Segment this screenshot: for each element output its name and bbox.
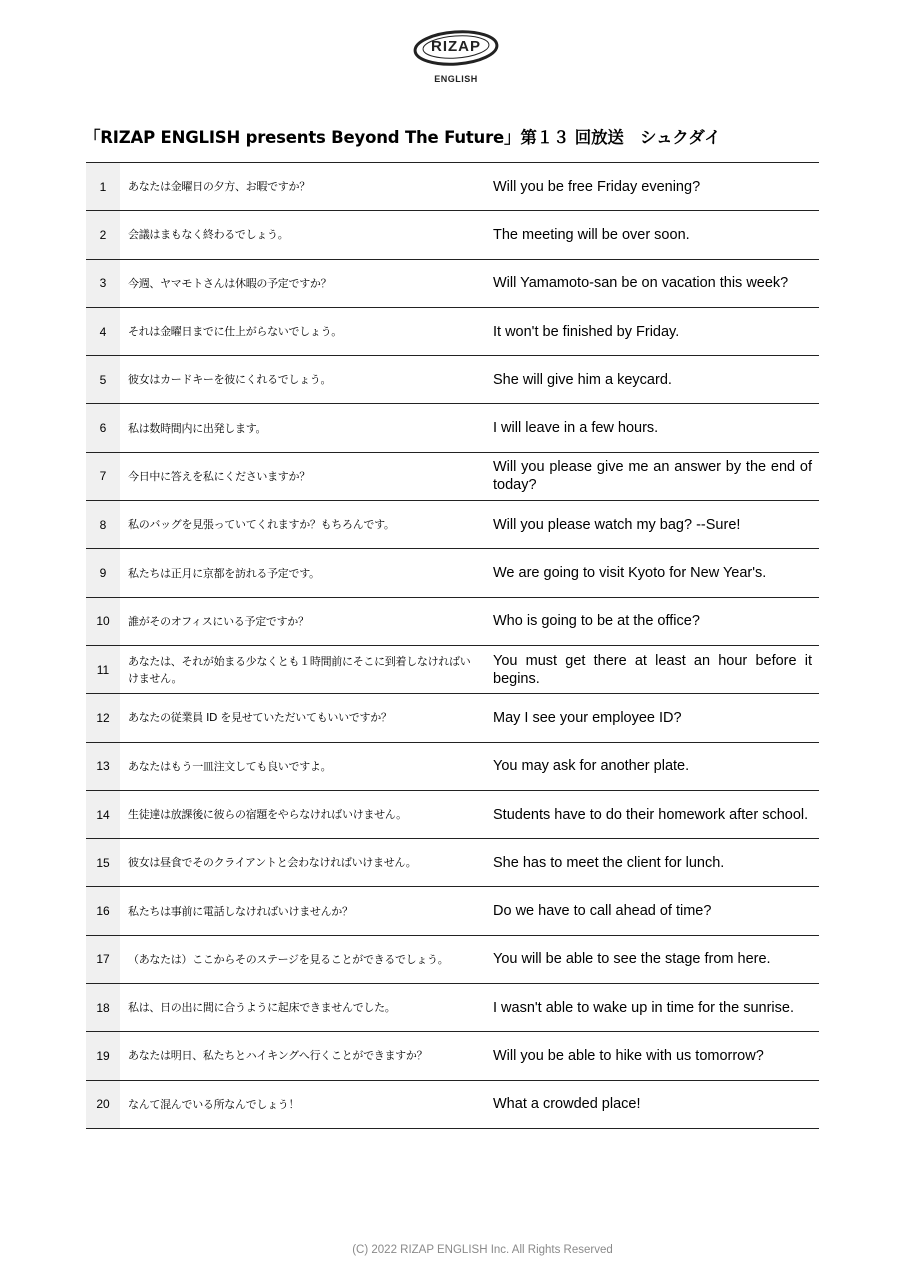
japanese-sentence: あなたは明日、私たちとハイキングへ行くことができますか？ bbox=[120, 1032, 484, 1080]
english-sentence: You will be able to see the stage from here. bbox=[484, 935, 819, 983]
english-sentence: I will leave in a few hours. bbox=[484, 404, 819, 452]
table-row bbox=[86, 935, 819, 983]
row-number: 2 bbox=[86, 211, 120, 259]
english-sentence: What a crowded place! bbox=[484, 1080, 819, 1128]
table-row bbox=[86, 1080, 819, 1128]
row-number: 6 bbox=[86, 404, 120, 452]
japanese-sentence: 私たちは正月に京都を訪れる予定です。 bbox=[120, 549, 484, 597]
row-number: 16 bbox=[86, 887, 120, 935]
homework-table bbox=[86, 162, 819, 1129]
english-sentence: May I see your employee ID? bbox=[484, 694, 819, 742]
japanese-sentence: 誰がそのオフィスにいる予定ですか？ bbox=[120, 597, 484, 645]
row-number: 13 bbox=[86, 742, 120, 790]
english-sentence: You may ask for another plate. bbox=[484, 742, 819, 790]
english-sentence: She will give him a keycard. bbox=[484, 356, 819, 404]
english-sentence: You must get there at least an hour before it begins. bbox=[484, 645, 819, 693]
japanese-sentence: 私たちは事前に電話しなければいけませんか？ bbox=[120, 887, 484, 935]
row-number: 15 bbox=[86, 839, 120, 887]
english-sentence: Who is going to be at the office? bbox=[484, 597, 819, 645]
table-row bbox=[86, 694, 819, 742]
japanese-sentence: 今週、ヤマモトさんは休暇の予定ですか？ bbox=[120, 259, 484, 307]
logo-subtitle: ENGLISH bbox=[434, 74, 478, 84]
table-row bbox=[86, 597, 819, 645]
japanese-sentence: あなたはもう一皿注文しても良いですよ。 bbox=[120, 742, 484, 790]
row-number: 3 bbox=[86, 259, 120, 307]
table-row bbox=[86, 887, 819, 935]
japanese-sentence: あなたは、それが始まる少なくとも１時間前にそこに到着しなければいけません。 bbox=[120, 645, 484, 693]
row-number: 17 bbox=[86, 935, 120, 983]
row-number: 8 bbox=[86, 501, 120, 549]
row-number: 12 bbox=[86, 694, 120, 742]
english-sentence: Will you please watch my bag? --Sure! bbox=[484, 501, 819, 549]
japanese-sentence: それは金曜日までに仕上がらないでしょう。 bbox=[120, 307, 484, 355]
japanese-sentence: 私は、日の出に間に合うように起床できませんでした。 bbox=[120, 984, 484, 1032]
japanese-sentence: なんて混んでいる所なんでしょう！ bbox=[120, 1080, 484, 1128]
japanese-sentence: 生徒達は放課後に彼らの宿題をやらなければいけません。 bbox=[120, 790, 484, 838]
row-number: 18 bbox=[86, 984, 120, 1032]
english-sentence: Will you be able to hike with us tomorrow? bbox=[484, 1032, 819, 1080]
english-sentence: It won't be finished by Friday. bbox=[484, 307, 819, 355]
japanese-sentence: 今日中に答えを私にくださいますか？ bbox=[120, 452, 484, 500]
row-number: 14 bbox=[86, 790, 120, 838]
japanese-sentence: 彼女はカードキーを彼にくれるでしょう。 bbox=[120, 356, 484, 404]
table-row bbox=[86, 404, 819, 452]
row-number: 19 bbox=[86, 1032, 120, 1080]
table-row bbox=[86, 742, 819, 790]
row-number: 10 bbox=[86, 597, 120, 645]
table-row bbox=[86, 501, 819, 549]
english-sentence: Will Yamamoto-san be on vacation this week? bbox=[484, 259, 819, 307]
japanese-sentence: 私は数時間内に出発します。 bbox=[120, 404, 484, 452]
row-number: 9 bbox=[86, 549, 120, 597]
japanese-sentence: （あなたは）ここからそのステージを見ることができるでしょう。 bbox=[120, 935, 484, 983]
english-sentence: Students have to do their homework after school. bbox=[484, 790, 819, 838]
table-row bbox=[86, 839, 819, 887]
page-title: 「RIZAP ENGLISH presents Beyond The Future」第１３ 回放送 シュクダイ bbox=[84, 128, 721, 147]
rizap-english-logo bbox=[411, 27, 501, 87]
japanese-sentence: 会議はまもなく終わるでしょう。 bbox=[120, 211, 484, 259]
row-number: 7 bbox=[86, 452, 120, 500]
table-row bbox=[86, 259, 819, 307]
table-row bbox=[86, 984, 819, 1032]
japanese-sentence: 彼女は昼食でそのクライアントと会わなければいけません。 bbox=[120, 839, 484, 887]
english-sentence: The meeting will be over soon. bbox=[484, 211, 819, 259]
table-row bbox=[86, 211, 819, 259]
japanese-sentence: 私のバッグを見張っていてくれますか？もちろんです。 bbox=[120, 501, 484, 549]
english-sentence: Do we have to call ahead of time? bbox=[484, 887, 819, 935]
table-row bbox=[86, 790, 819, 838]
english-sentence: I wasn't able to wake up in time for the sunrise. bbox=[484, 984, 819, 1032]
english-sentence: Will you please give me an answer by the end of today? bbox=[484, 452, 819, 500]
row-number: 11 bbox=[86, 645, 120, 693]
japanese-sentence: あなたの従業員 ID を見せていただいてもいいですか？ bbox=[120, 694, 484, 742]
table-row bbox=[86, 549, 819, 597]
row-number: 1 bbox=[86, 163, 120, 211]
copyright-footer: (C) 2022 RIZAP ENGLISH Inc. All Rights Reserved bbox=[352, 1244, 613, 1256]
japanese-sentence: あなたは金曜日の夕方、お暇ですか？ bbox=[120, 163, 484, 211]
table-row bbox=[86, 356, 819, 404]
table-row bbox=[86, 452, 819, 500]
row-number: 4 bbox=[86, 307, 120, 355]
table-row bbox=[86, 645, 819, 693]
row-number: 20 bbox=[86, 1080, 120, 1128]
english-sentence: Will you be free Friday evening? bbox=[484, 163, 819, 211]
english-sentence: She has to meet the client for lunch. bbox=[484, 839, 819, 887]
table-row bbox=[86, 307, 819, 355]
table-row bbox=[86, 1032, 819, 1080]
english-sentence: We are going to visit Kyoto for New Year's. bbox=[484, 549, 819, 597]
table-row bbox=[86, 163, 819, 211]
logo-wordmark: RIZAP bbox=[431, 38, 481, 55]
row-number: 5 bbox=[86, 356, 120, 404]
